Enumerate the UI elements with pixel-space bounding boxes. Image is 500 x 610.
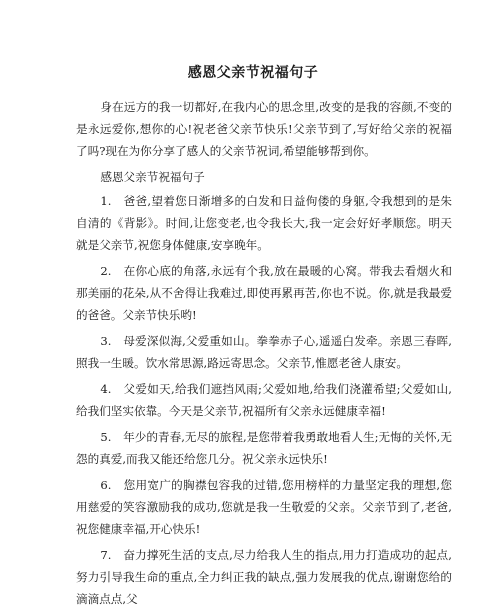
document-title: 感恩父亲节祝福句子 xyxy=(187,65,319,81)
section-subtitle: 感恩父亲节祝福句子 xyxy=(100,170,205,184)
blessing-item-1: 1. 爸爸,望着您日渐增多的白发和日益佝偻的身躯,令我想到的是朱自清的《背影》。时间,让您变老,也令我长大,我一定会好好孝顺您。明天就是父亲节,祝您身体健康,安享晚年。 xyxy=(76,194,452,252)
blessing-item-6: 6. 您用宽广的胸襟包容我的过错,您用榜样的力量坚定我的理想,您用慈爱的笑容激励我的成功,您就是我一生敬爱的父亲。父亲节到了,老爸,祝您健康幸福,开心快乐! xyxy=(76,478,452,536)
intro-paragraph: 身在远方的我一切都好,在我内心的思念里,改变的是我的容颜,不变的是永远爱你,想你的心!祝老爸父亲节快乐!父亲节到了,写好给父亲的祝福了吗?现在为你分享了感人的父亲节祝词,希望能够帮到你。 xyxy=(76,100,452,158)
blessing-item-2: 2. 在你心底的角落,永远有个我,放在最暖的心窝。带我去看烟火和那美丽的花朵,从不舍得让我难过,即使再累再苦,你也不说。你,就是我最爱的爸爸。父亲节快乐哟! xyxy=(76,264,452,322)
blessing-item-7: 7. 奋力撑死生活的支点,尽力给我人生的指点,用力打造成功的起点,努力引导我生命的重点,全力纠正我的缺点,强力发展我的优点,谢谢您给的滴滴点点,父 xyxy=(76,548,452,606)
blessing-item-5: 5. 年少的青春,无尽的旅程,是您带着我勇敢地看人生;无悔的关怀,无怨的真爱,而我又能还给您几分。祝父亲永远快乐! xyxy=(76,430,452,466)
blessing-item-3: 3. 母爱深似海,父爱重如山。拳拳赤子心,遥遥白发牵。亲恩三春晖,照我一生暖。饮水常思源,路远寄思念。父亲节,惟愿老爸人康安。 xyxy=(76,334,452,370)
blessing-item-4: 4. 父爱如天,给我们遮挡风雨;父爱如地,给我们浇灌希望;父爱如山,给我们坚实依靠。今天是父亲节,祝福所有父亲永远健康幸福! xyxy=(76,382,452,418)
